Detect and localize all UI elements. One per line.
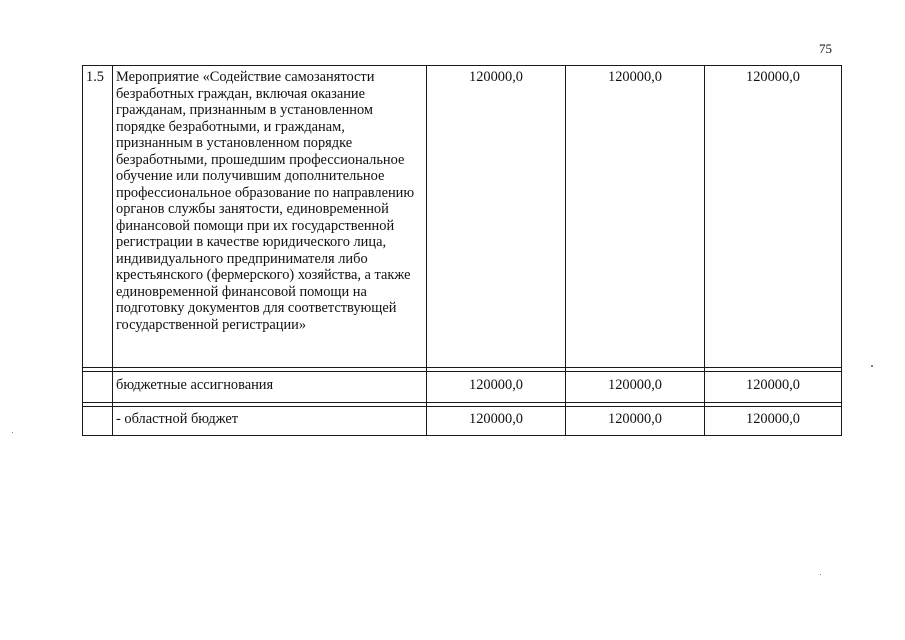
row-description: бюджетные ассигнования [113, 372, 427, 403]
scan-speck [12, 432, 13, 433]
scan-speck [871, 365, 873, 367]
row-value-3: 120000,0 [705, 407, 842, 436]
budget-table [82, 65, 842, 436]
scan-speck [820, 574, 821, 575]
row-value-2: 120000,0 [566, 372, 705, 403]
row-number [83, 372, 113, 403]
row-value-1: 120000,0 [427, 407, 566, 436]
page-number: 75 [819, 41, 832, 56]
table-row [83, 66, 842, 368]
table-row [83, 407, 842, 436]
row-description: - областной бюджет [113, 407, 427, 436]
row-number: 1.5 [83, 66, 113, 368]
row-description: Мероприятие «Содействие самозанятости безработных граждан, включая оказание гражданам, признанным в установленном порядке безработными, и гражданам, признанным в установленном порядке безработными, прошедшим профессиональное обучение или получившим дополнительное профессиональное образование по направлению органов службы занятости, единовременной финансовой помощи при их государственной регистрации в качестве юридического лица, индивидуального предпринимателя либо крестьянского (фермерского) хозяйства, а также единовременной финансовой помощи на подготовку документов для соответствующей государственной регистрации» [113, 66, 427, 368]
row-value-1: 120000,0 [427, 66, 566, 368]
table-row [83, 372, 842, 403]
row-value-1: 120000,0 [427, 372, 566, 403]
row-value-3: 120000,0 [705, 372, 842, 403]
row-number [83, 407, 113, 436]
row-value-2: 120000,0 [566, 407, 705, 436]
row-value-2: 120000,0 [566, 66, 705, 368]
row-value-3: 120000,0 [705, 66, 842, 368]
